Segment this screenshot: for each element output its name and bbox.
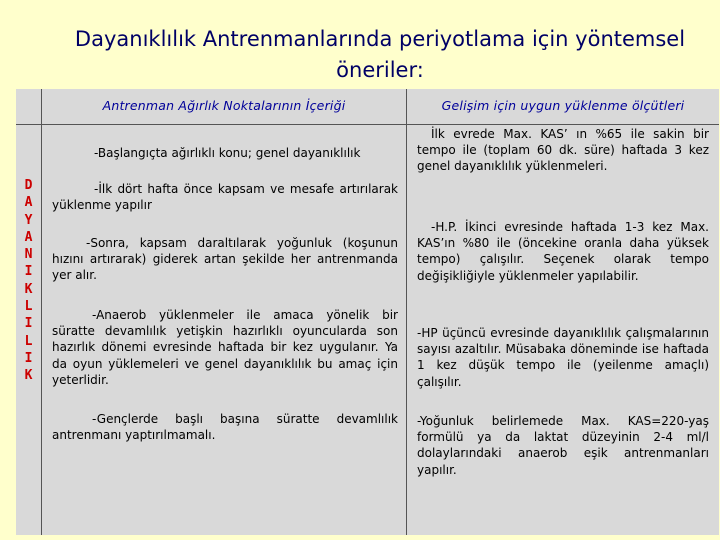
right-column — [407, 125, 719, 535]
side-letter: K — [24, 281, 33, 297]
header-right: Gelişim için uygun yüklenme ölçütleri — [407, 89, 719, 125]
left-item: -Sonra, kapsam daraltılarak yoğunluk (koşunun hızını artırarak) giderek artan şekilde her antrenmanda yer alır. — [52, 236, 398, 283]
left-item: -Anaerob yüklenmeler ile amaca yönelik bir süratte devamlılık yetişkin hazırlıklı oyuncularda son hazırlık dönemi evresinde haftada bir kez uygulanır. Ya da oyun yüklemeleri ve genel dayanıklılık bu amaç için yeterlidir. — [52, 308, 398, 387]
side-letter: D — [24, 178, 33, 193]
side-label — [16, 125, 42, 535]
side-letter: L — [24, 333, 33, 349]
side-letter: N — [24, 247, 33, 263]
left-item: -Başlangıçta ağırlıklı konu; genel dayanıklılık — [94, 146, 361, 160]
side-letter: I — [24, 350, 33, 366]
right-item: -HP üçüncü evresinde dayanıklılık çalışmalarının sayısı azaltılır. Müsabaka döneminde ise haftada 1 kez düşük tempo ile (yeilenme amaçlı) çalışılır. — [417, 326, 709, 389]
side-letter: L — [24, 299, 33, 315]
right-item: -H.P. İkinci evresinde haftada 1-3 kez Max. KAS’ın %80 ile (öncekine oranla daha yüksek tempo) çalışılır. Seçenek olarak tempo değişikliğiyle yüklenmeler yapılabilir. — [417, 220, 709, 283]
content-table — [16, 89, 719, 535]
left-column — [42, 125, 407, 535]
side-letter: Y — [24, 212, 33, 228]
side-letter: K — [24, 368, 33, 384]
side-letter: A — [24, 229, 33, 245]
side-letter: I — [24, 316, 33, 332]
side-letter: A — [24, 195, 33, 211]
header-left: Antrenman Ağırlık Noktalarının İçeriği — [42, 89, 407, 125]
right-item: İlk evrede Max. KAS’ ın %65 ile sakin bir tempo ile (toplam 60 dk. süre) haftada 3 kez genel dayanıklılık yüklenmeleri. — [417, 127, 709, 174]
page-title: Dayanıklılık Antrenmanlarında periyotlama için yöntemsel öneriler: — [74, 27, 686, 82]
left-item: -İlk dört hafta önce kapsam ve mesafe artırılarak yüklenme yapılır — [52, 182, 398, 213]
right-item: -Yoğunluk belirlemede Max. KAS=220-yaş formülü ya da laktat düzeyinin 2-4 ml/l dolaylarındaki anaerob eşik antrenmanları yapılır. — [417, 414, 709, 477]
left-item: -Gençlerde başlı başına süratte devamlılık antrenmanı yaptırılmamalı. — [52, 412, 398, 443]
table-corner-cell — [16, 89, 42, 125]
side-letter: I — [24, 264, 33, 280]
